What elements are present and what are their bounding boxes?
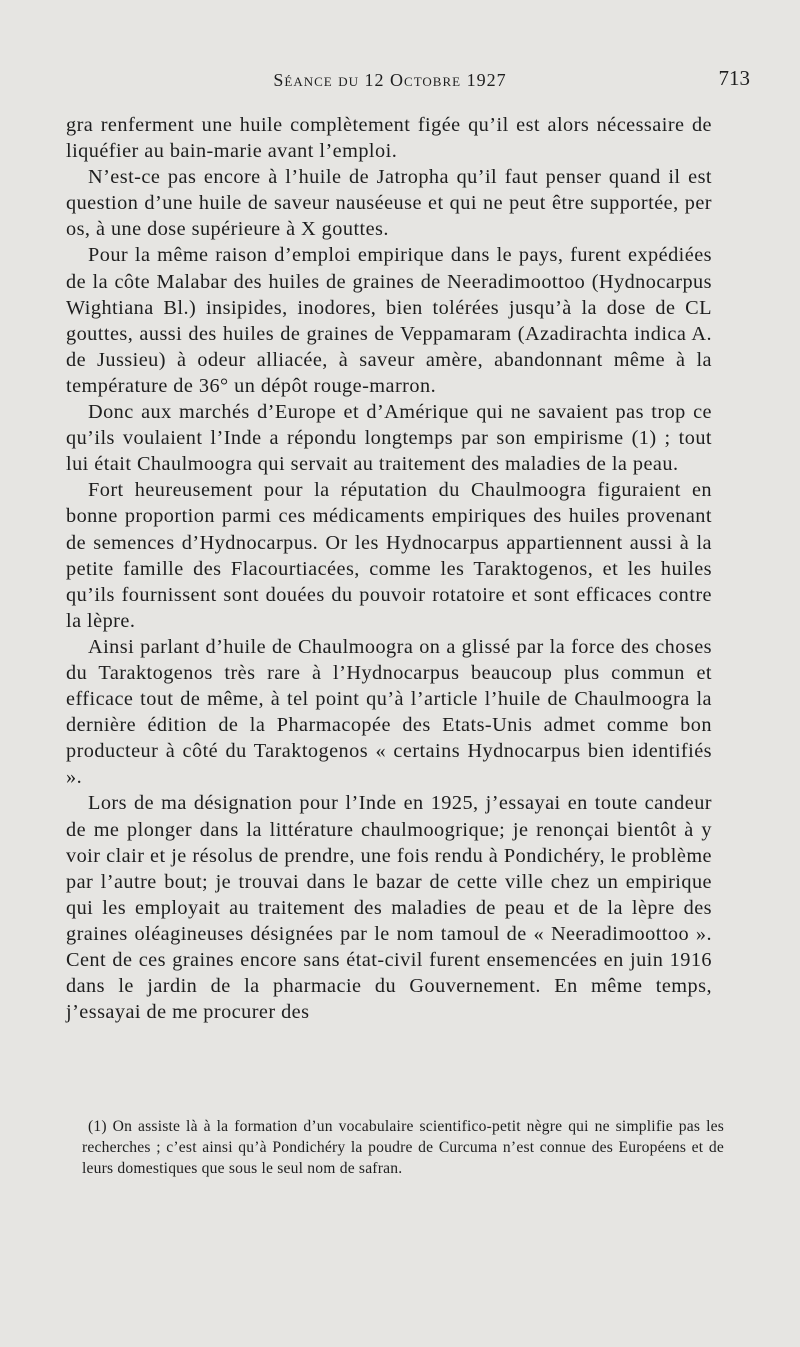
paragraph: Pour la même raison d’emploi empirique dans le pays, furent expédiées de la côte Malabar des huiles de graines de Neeradimoottoo (Hydnocarpus Wightiana Bl.) insipides, inodores, bien tolérées jusqu’à la dose de CL gouttes, aussi des huiles de graines de Veppamaram (Azadirachta indica A. de Jussieu) à odeur alliacée, à saveur amère, abandonnant même à la température de 36° un dépôt rouge-marron. [66,244,712,397]
paragraph: Fort heureusement pour la réputation du Chaulmoogra figuraient en bonne proportion parmi ces médicaments empiriques des huiles provenant de semences d’Hydnocarpus. Or les Hydnocarpus appartiennent aussi à la petite famille des Flacourtiacées, comme les Taraktogenos, et les huiles qu’ils fournissent sont douées du pouvoir rotatoire et sont efficaces contre la lèpre. [66,479,712,632]
body-text [66,112,712,1025]
paragraph: N’est-ce pas encore à l’huile de Jatropha qu’il faut penser quand il est question d’une huile de saveur nauséeuse et qui ne peut être supportée, per os, à une dose supérieure à X gouttes. [66,166,712,241]
paragraph: Ainsi parlant d’huile de Chaulmoogra on a glissé par la force des choses du Taraktogenos très rare à l’Hydnocarpus beaucoup plus commun et efficace tout de même, à tel point qu’à l’article l’huile de Chaulmoogra la dernière édition de la Pharmacopée des Etats-Unis admet comme bon producteur à côté du Taraktogenos « certains Hydnocarpus bien identifiés ». [66,635,712,789]
running-title: Séance du 12 Octobre 1927 [273,70,507,90]
paragraph: Donc aux marchés d’Europe et d’Amérique qui ne savaient pas trop ce qu’ils voulaient l’Inde a répondu longtemps par son empirisme (1) ; tout lui était Chaulmoogra qui servait au traitement des maladies de la peau. [66,401,712,476]
page-number: 713 [718,66,750,90]
paragraph: Lors de ma désignation pour l’Inde en 1925, j’essayai en toute candeur de me plonger dans la littérature chaulmoogrique; je renonçai bientôt à y voir clair et je résolus de prendre, une fois rendu à Pondichéry, le problème par l’autre bout; je trouvai dans le bazar de cette ville chez un empirique qui les employait au traitement des maladies de peau et de la lèpre des graines oléagineuses désignées par le nom tamoul de « Neeradimoottoo ». Cent de ces graines encore sans état-civil furent ensemencées en juin 1916 dans le jardin de la pharmacie du Gouvernement. En même temps, j’essayai de me procurer des [66,792,712,1024]
footnote: (1) On assiste là à la formation d’un vocabulaire scientifico-petit nègre qui ne simplifie pas les recherches ; c’est ainsi qu’à Pondichéry la poudre de Curcuma n’est connue des Européens et de leurs domestiques que sous le seul nom de safran. [82,1118,724,1177]
paragraph: gra renferment une huile complètement figée qu’il est alors nécessaire de liquéfier au bain-marie avant l’emploi. [66,114,712,163]
footnotes [82,1116,724,1179]
page-header [60,66,750,100]
